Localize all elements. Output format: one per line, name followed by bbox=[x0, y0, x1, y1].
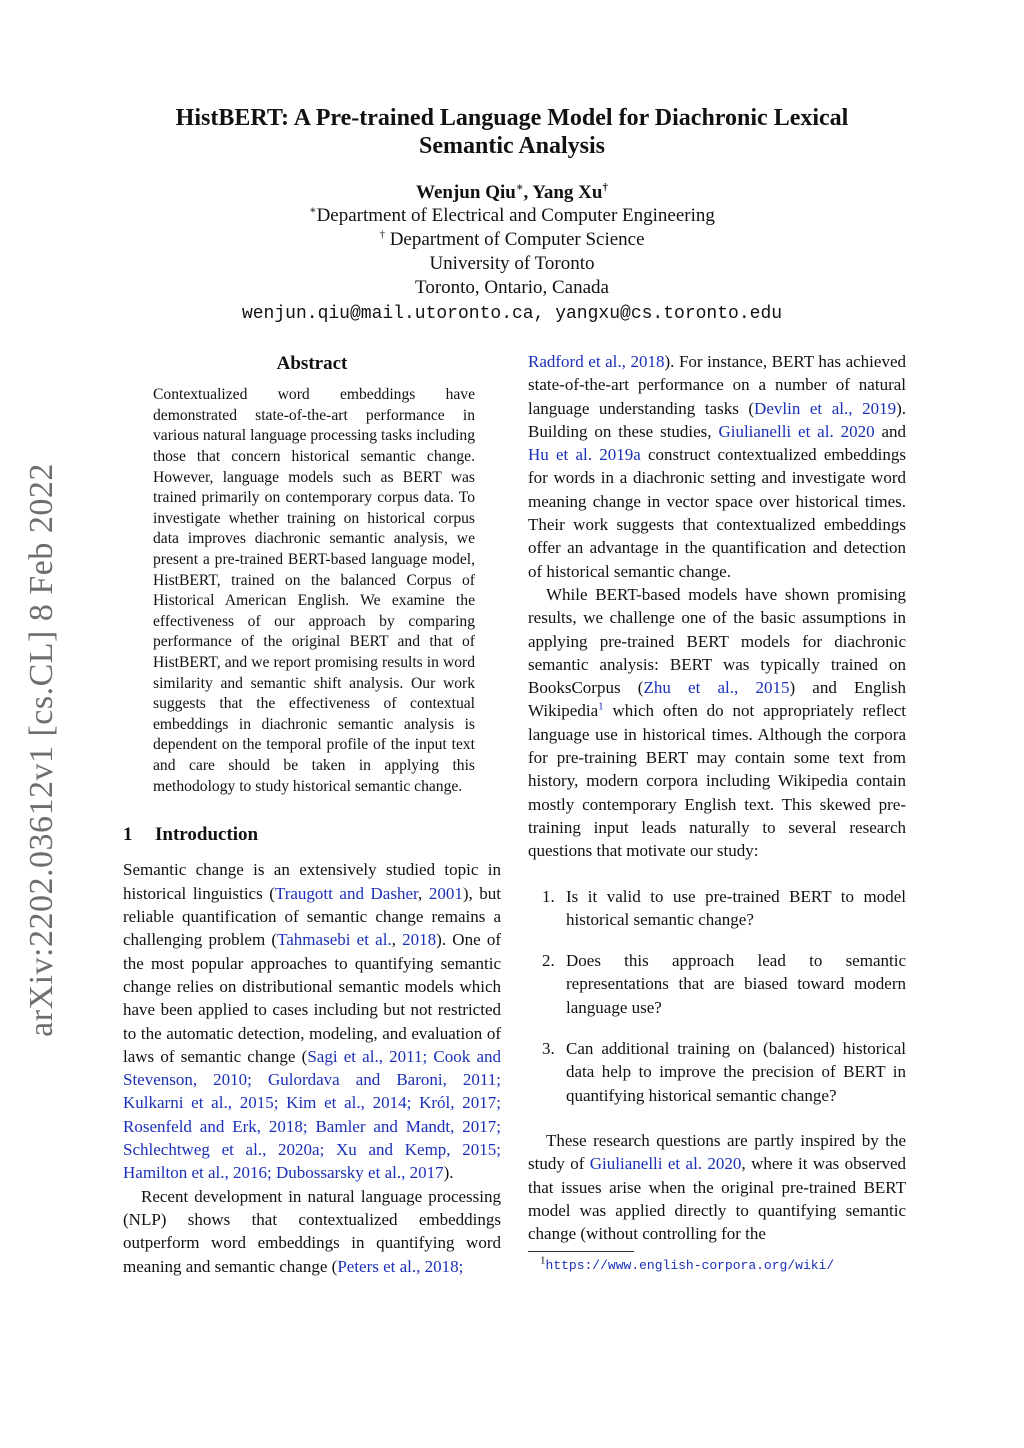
text-run: construct contextualized embeddings for words in a diachronic setting and investigate word meaning change in vector space over historical times. Their work suggests that contextualized embeddings offer an advantage in the quantification and detection of historical semantic change. bbox=[528, 445, 907, 581]
right-column bbox=[528, 350, 906, 1278]
section-title: Introduction bbox=[155, 824, 259, 846]
list-number: 1. bbox=[542, 886, 555, 906]
author-emails[interactable]: wenjun.qiu@mail.utoronto.ca, yangxu@cs.toronto.edu bbox=[241, 304, 783, 324]
citation-link[interactable]: Peters et al., 2018; bbox=[337, 1256, 464, 1276]
affiliation-mark: † bbox=[379, 228, 385, 241]
paper-title bbox=[100, 104, 924, 160]
text-run: ). One of the most popular approaches to quantifying semantic change relies on distributional semantic models which have been applied to cases including but not restricted to the automatic detection, modeling, and evaluation of laws of semantic change ( bbox=[123, 930, 501, 1066]
affiliation-mark: ∗ bbox=[309, 204, 317, 217]
author-mark: ∗ bbox=[515, 181, 524, 194]
citation-link[interactable]: Hu et al. 2019a bbox=[528, 445, 641, 465]
footnote-marker[interactable]: 1 bbox=[598, 700, 604, 713]
citation-link[interactable]: 2018 bbox=[402, 930, 437, 950]
citation-link[interactable]: Devlin et al., 2019 bbox=[754, 398, 897, 418]
text-run: , bbox=[418, 883, 429, 903]
text-run: ). Building on these studies, bbox=[528, 398, 906, 441]
section-heading-introduction bbox=[123, 823, 501, 846]
list-item bbox=[528, 1037, 906, 1107]
text-run: While BERT-based models have shown promising results, we challenge one of the basic assumptions in applying pre-trained BERT models for diachronic semantic analysis: BERT was typically trained on BooksCorpus ( bbox=[528, 584, 906, 698]
affiliation-line bbox=[100, 204, 924, 228]
university: University of Toronto bbox=[429, 253, 595, 274]
list-text: Does this approach lead to semantic representations that are biased toward modern language use? bbox=[566, 951, 906, 1017]
list-number: 3. bbox=[542, 1039, 555, 1059]
text-run: ). bbox=[443, 1163, 454, 1183]
citation-link[interactable]: Radford et al., 2018 bbox=[528, 352, 665, 371]
abstract-text: Contextualized word embeddings have demonstrated state-of-the-art performance in various natural language processing tasks including those that concern historical semantic change. However, language models such as BERT was trained primarily on contemporary corpus data. To investigate whether training on historical corpus data improves diachronic semantic analysis, we present a pre-trained BERT-based language model, HistBERT, trained on the balanced Corpus of Historical American English. We examine the effectiveness of our approach by comparing performance of the original BERT and that of HistBERT, and we report promising results in word similarity and semantic shift analysis. Our work suggests that the effectiveness of contextual embeddings in diachronic semantic analysis is dependent on the temporal profile of the input text and care should be taken in applying this methodology to study historical semantic change. bbox=[153, 386, 475, 795]
citation-link[interactable]: Traugott and Dasher bbox=[274, 883, 418, 903]
footnote-divider bbox=[528, 1251, 634, 1252]
list-text: Is it valid to use pre-trained BERT to model historical semantic change? bbox=[566, 886, 906, 929]
list-item bbox=[528, 885, 906, 932]
author-name: Wenjun Qiu bbox=[416, 182, 516, 203]
text-run: , where it was observed that issues arise when the original pre-trained BERT model was applied directly to quantifying semantic change (without controlling for the bbox=[528, 1154, 907, 1244]
arxiv-sidebar-stamp bbox=[12, 460, 72, 1040]
author-name: Yang Xu bbox=[532, 182, 603, 203]
text-run: , bbox=[391, 930, 403, 950]
footnote-number: 1 bbox=[540, 1255, 546, 1268]
text-run: ), but reliable quantification of semantic change remains a challenging problem ( bbox=[123, 883, 502, 950]
author-list bbox=[100, 182, 924, 204]
footnote bbox=[528, 1254, 906, 1277]
right-paragraph-1 bbox=[528, 583, 906, 863]
abstract-heading: Abstract bbox=[276, 353, 348, 374]
citation-link[interactable]: Sagi et al., 2011; Cook and Stevenson, 2010; Gulordava and Baroni, 2011; Kulkarni et al., 2015; Kim et al., 2014; Król, 2017; Rosenfeld and Erk, 2018; Bamler and Mandt, 2017; Schlechtweg et al., 2020a; Xu and Kemp, 2015; Hamilton et al., 2016; Dubossarsky et al., 2017 bbox=[123, 1046, 501, 1183]
author-separator: , bbox=[523, 182, 533, 203]
citation-link[interactable]: Tahmasebi et al. bbox=[277, 930, 392, 950]
text-run: These research questions are partly inspired by the study of bbox=[528, 1130, 906, 1174]
text-run: ) and English Wikipedia bbox=[528, 678, 907, 721]
arxiv-id[interactable]: arXiv:2202.03612v1 [cs.CL] 8 Feb 2022 bbox=[23, 463, 60, 1037]
research-questions-list bbox=[528, 885, 906, 1107]
affiliation-text: Department of Electrical and Computer Engineering bbox=[316, 205, 715, 226]
text-run: and bbox=[874, 421, 907, 441]
affiliation-line bbox=[100, 228, 924, 252]
citation-link[interactable]: 2001 bbox=[428, 883, 463, 903]
list-text: Can additional training on (balanced) historical data help to improve the precision of BERT in quantifying historical semantic change? bbox=[566, 1039, 906, 1105]
citation-link[interactable]: Zhu et al., 2015 bbox=[643, 678, 790, 698]
footnote-url-link[interactable]: https://www.english-corpora.org/wiki/ bbox=[545, 1258, 835, 1274]
intro-paragraph-2 bbox=[123, 1185, 501, 1278]
section-number: 1 bbox=[123, 824, 133, 846]
list-number: 2. bbox=[542, 951, 555, 971]
paper-header bbox=[100, 104, 924, 326]
title-line-1: HistBERT: A Pre-trained Language Model for Diachronic Lexical bbox=[175, 105, 849, 131]
right-paragraph-2 bbox=[528, 1129, 906, 1245]
author-mark: † bbox=[602, 181, 608, 194]
location: Toronto, Ontario, Canada bbox=[415, 277, 609, 298]
text-run: ). For instance, BERT has achieved state-of-the-art performance on a number of natural language understanding tasks ( bbox=[528, 352, 906, 418]
citation-link[interactable]: Giulianelli et al. 2020 bbox=[718, 421, 875, 441]
text-run: Semantic change is an extensively studied topic in historical linguistics ( bbox=[123, 860, 501, 903]
intro-paragraph-1 bbox=[123, 858, 501, 1184]
text-run: Recent development in natural language processing (NLP) shows that contextualized embeddings outperform word embeddings in quantifying word meaning and semantic change ( bbox=[123, 1186, 501, 1276]
list-item bbox=[528, 949, 906, 1019]
title-line-2: Semantic Analysis bbox=[418, 133, 606, 159]
affiliation-text: Department of Computer Science bbox=[384, 229, 645, 250]
text-run: which often do not appropriately reflect language use in historical times. Although the corpora for pre-training BERT may contain some text from history, modern corpora including Wikipedia contain mostly contemporary English text. This skewed pre-training input leads naturally to several research questions that motivate our study: bbox=[528, 701, 906, 861]
citation-link[interactable]: Giulianelli et al. 2020 bbox=[589, 1154, 742, 1174]
left-column bbox=[123, 350, 501, 1278]
right-paragraph-0 bbox=[528, 350, 906, 583]
